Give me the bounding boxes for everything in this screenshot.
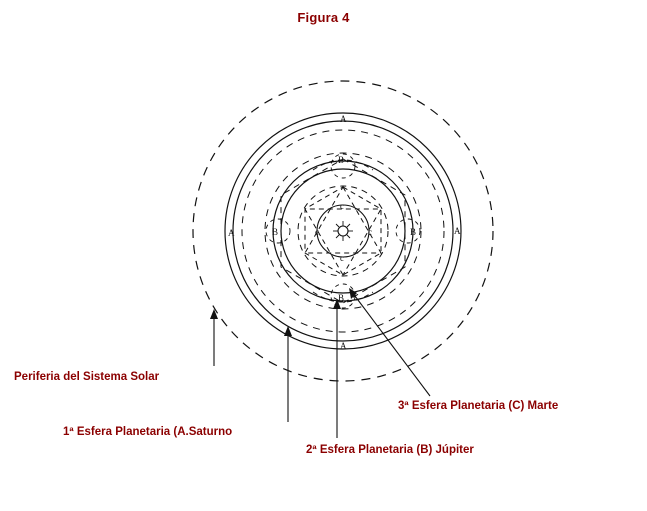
marker-A-right: A	[454, 226, 461, 236]
node-circle-right	[396, 219, 420, 243]
marker-C-bottom: c	[340, 253, 344, 263]
marker-B-left: B	[272, 227, 279, 237]
label-esfera-planetaria-1: 1ª Esfera Planetaria (A.Saturno	[63, 426, 233, 438]
sol-rays	[333, 221, 353, 241]
marker-B-top: B	[338, 155, 345, 165]
figure-title: Figura 4	[297, 10, 350, 25]
circle-esfera-A-outer	[225, 113, 461, 349]
pointer-esfera3	[352, 292, 430, 396]
circle-sol-core	[338, 226, 348, 236]
marker-C-right: c	[368, 227, 372, 237]
marker-A-left: A	[228, 228, 235, 238]
circle-periferia-sistema-solar	[193, 81, 493, 381]
marker-A-top: A	[340, 114, 347, 124]
label-periferia-sistema-solar: Periferia del Sistema Solar	[14, 371, 160, 383]
pointer-lines	[210, 288, 430, 438]
circle-esfera-C-inner	[317, 205, 369, 257]
circle-esfera-B-outer	[265, 153, 421, 309]
label-esfera-planetaria-2: 2ª Esfera Planetaria (B) Júpiter	[306, 444, 474, 456]
marker-C-top: c	[340, 201, 344, 211]
marker-B-bottom: B	[338, 293, 345, 303]
triangle-inner-1	[305, 187, 381, 253]
pointer-periferia-head	[210, 309, 218, 319]
marker-A-bottom: A	[340, 341, 347, 351]
marker-C-left: c	[315, 227, 319, 237]
label-esfera-planetaria-3: 3ª Esfera Planetaria (C) Marte	[398, 400, 559, 412]
circle-esfera-B-mid	[273, 161, 413, 301]
hexagon-outer-B	[281, 159, 405, 303]
marker-B-right: B	[410, 227, 417, 237]
triangle-inner-2	[305, 209, 381, 275]
